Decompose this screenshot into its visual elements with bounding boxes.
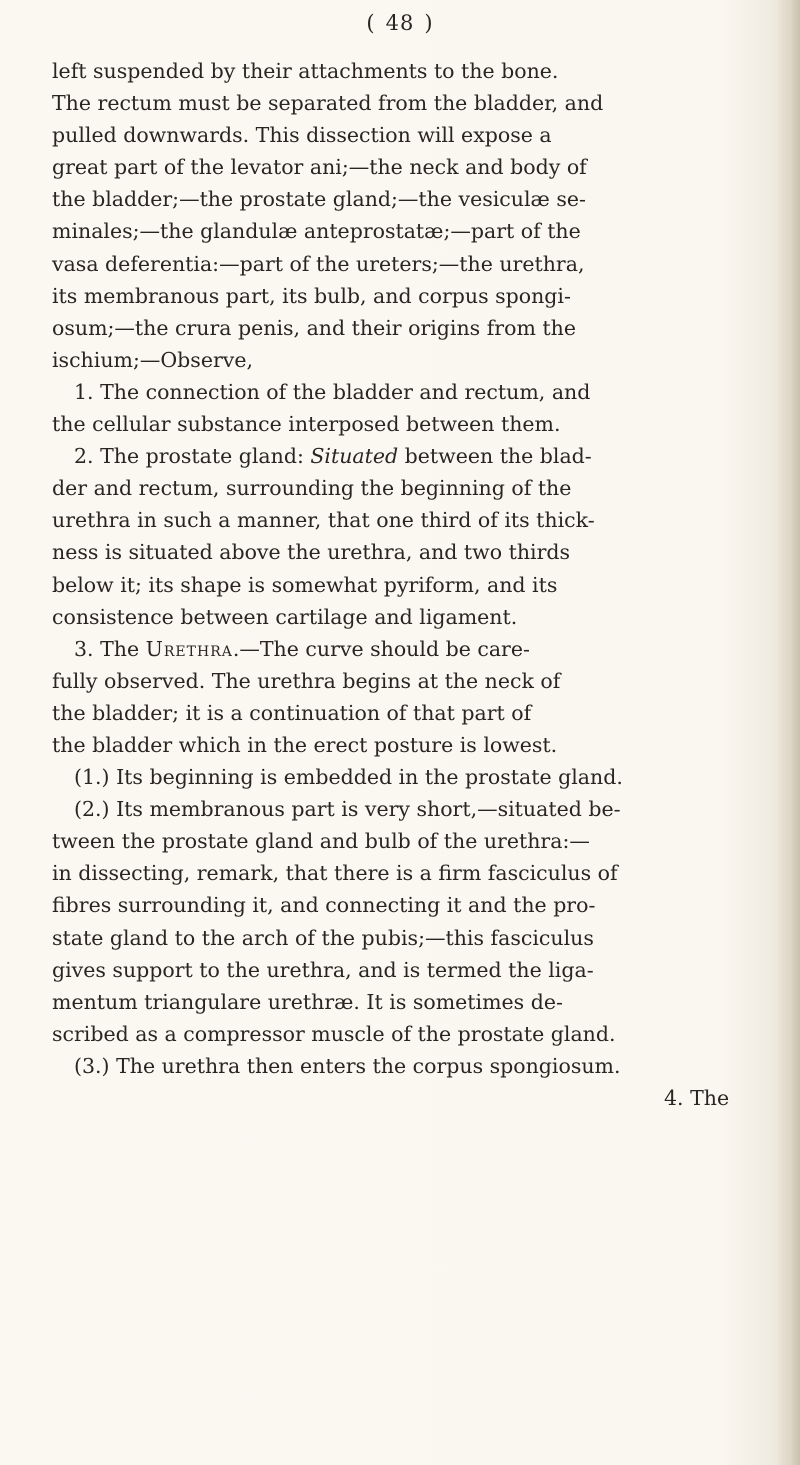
text-line bbox=[52, 1050, 764, 1082]
text-line bbox=[52, 601, 764, 633]
text-line bbox=[52, 312, 764, 344]
text-line bbox=[52, 440, 764, 472]
page-edge-shadow bbox=[776, 0, 800, 1465]
text-line bbox=[52, 569, 764, 601]
text-line bbox=[52, 408, 764, 440]
text-line bbox=[52, 889, 764, 921]
text-line bbox=[52, 729, 764, 761]
text-line bbox=[52, 536, 764, 568]
text-line bbox=[52, 376, 764, 408]
text-segment: urethra in such a manner, that one third of its thick- bbox=[52, 508, 595, 533]
catchword bbox=[52, 1082, 764, 1114]
text-segment: 1. The connection of the bladder and rectum, and bbox=[74, 379, 591, 404]
text-segment: below it; its shape is somewhat pyriform, and its bbox=[52, 572, 558, 597]
text-line bbox=[52, 215, 764, 247]
text-segment: 4. The bbox=[664, 1086, 730, 1110]
text-segment: osum;—the crura penis, and their origins from the bbox=[52, 315, 576, 340]
text-line bbox=[52, 633, 764, 665]
text-line bbox=[52, 280, 764, 312]
text-segment: (1.) Its beginning is embedded in the prostate gland. bbox=[74, 765, 623, 790]
text-line bbox=[52, 504, 764, 536]
text-segment: ness is situated above the urethra, and two thirds bbox=[52, 540, 571, 565]
text-segment: scribed as a compressor muscle of the prostate gland. bbox=[52, 1021, 616, 1046]
text-segment: in dissecting, remark, that there is a firm fasciculus of bbox=[52, 861, 618, 886]
text-segment: (3.) The urethra then enters the corpus spongiosum. bbox=[74, 1053, 621, 1078]
text-segment: The rectum must be separated from the bladder, and bbox=[52, 91, 604, 116]
italic-text: Situated bbox=[310, 444, 399, 469]
text-segment: between the blad- bbox=[398, 444, 592, 469]
text-segment: der and rectum, surrounding the beginning of the bbox=[52, 476, 572, 501]
text-segment: gives support to the urethra, and is termed the liga- bbox=[52, 957, 594, 982]
text-segment: the bladder;—the prostate gland;—the vesiculæ se- bbox=[52, 187, 586, 212]
text-segment: (2.) Its membranous part is very short,—situated be- bbox=[74, 797, 621, 822]
text-line bbox=[52, 248, 764, 280]
text-segment: consistence between cartilage and ligament. bbox=[52, 604, 518, 629]
text-line bbox=[52, 697, 764, 729]
text-line bbox=[52, 761, 764, 793]
text-segment: minales;—the glandulæ anteprostatæ;—part of the bbox=[52, 219, 581, 244]
text-segment: fibres surrounding it, and connecting it and the pro- bbox=[52, 893, 596, 918]
text-segment: great part of the levator ani;—the neck and body of bbox=[52, 155, 587, 180]
text-segment: the bladder; it is a continuation of that part of bbox=[52, 700, 532, 725]
body-text bbox=[52, 55, 764, 1114]
page-header bbox=[0, 8, 800, 38]
text-segment: 2. The prostate gland: bbox=[74, 444, 311, 469]
text-line bbox=[52, 151, 764, 183]
text-line bbox=[52, 87, 764, 119]
text-segment: state gland to the arch of the pubis;—this fasciculus bbox=[52, 925, 594, 950]
text-segment: the cellular substance interposed between them. bbox=[52, 412, 561, 437]
text-line bbox=[52, 857, 764, 889]
text-segment: mentum triangulare urethræ. It is sometimes de- bbox=[52, 989, 563, 1014]
text-segment: vasa deferentia:—part of the ureters;—the urethra, bbox=[52, 251, 585, 276]
text-line bbox=[52, 793, 764, 825]
text-line bbox=[52, 954, 764, 986]
text-segment: 3. The bbox=[74, 636, 146, 661]
text-line bbox=[52, 1018, 764, 1050]
text-segment: its membranous part, its bulb, and corpus spongi- bbox=[52, 283, 571, 308]
text-line bbox=[52, 183, 764, 215]
text-line bbox=[52, 55, 764, 87]
text-segment: fully observed. The urethra begins at the neck of bbox=[52, 668, 561, 693]
text-line bbox=[52, 472, 764, 504]
text-line bbox=[52, 922, 764, 954]
page-number: 48 bbox=[385, 11, 415, 35]
text-line bbox=[52, 344, 764, 376]
header-paren-open: ( bbox=[366, 11, 376, 35]
text-segment: pulled downwards. This dissection will expose a bbox=[52, 123, 552, 148]
text-segment: left suspended by their attachments to the bone. bbox=[52, 59, 559, 83]
text-line bbox=[52, 825, 764, 857]
small-caps-text: Urethra bbox=[145, 636, 233, 661]
text-segment: the bladder which in the erect posture is lowest. bbox=[52, 732, 558, 757]
text-segment: .—The curve should be care- bbox=[232, 636, 530, 661]
text-line bbox=[52, 665, 764, 697]
text-segment: ischium;—Observe, bbox=[52, 347, 253, 372]
text-line bbox=[52, 119, 764, 151]
text-segment: tween the prostate gland and bulb of the urethra:— bbox=[52, 829, 590, 854]
text-line bbox=[52, 986, 764, 1018]
header-paren-close: ) bbox=[424, 11, 434, 35]
